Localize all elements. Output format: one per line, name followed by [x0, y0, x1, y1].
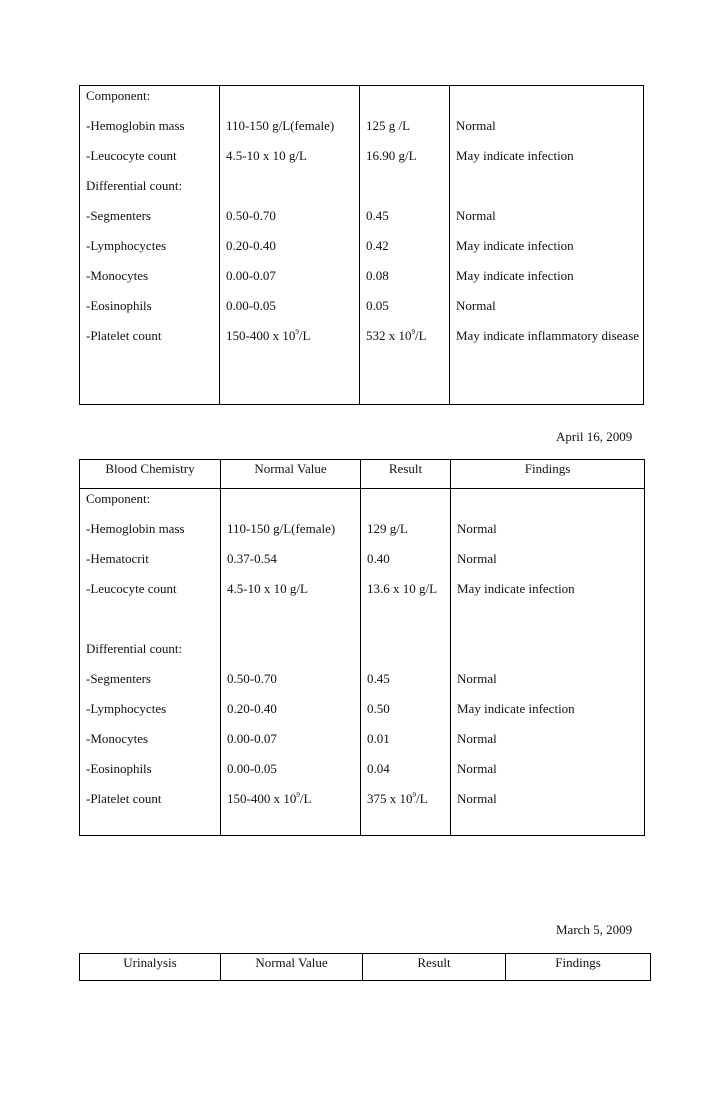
- column-header: Normal Value: [221, 954, 363, 981]
- column-header: Result: [363, 954, 506, 981]
- table-row: Component:: [80, 489, 645, 520]
- table-row: -Hematocrit 0.37-0.54 0.40 Normal: [80, 549, 645, 579]
- table-row: Differential count:: [80, 176, 644, 206]
- column-header: Urinalysis: [80, 954, 221, 981]
- table-row: -Leucocyte count 4.5-10 x 10 g/L 16.90 g/L May indicate infection: [80, 146, 644, 176]
- column-header: Findings: [506, 954, 651, 981]
- table-row: -Eosinophils 0.00-0.05 0.04 Normal: [80, 759, 645, 789]
- table-row: -Lymphocyctes 0.20-0.40 0.50 May indicate infection: [80, 699, 645, 729]
- table-row: -Eosinophils 0.00-0.05 0.05 Normal: [80, 296, 644, 326]
- table-row: -Segmenters 0.50-0.70 0.45 Normal: [80, 669, 645, 699]
- column-header: Findings: [451, 460, 645, 489]
- table-header-row: [80, 954, 651, 981]
- table-row: -Segmenters 0.50-0.70 0.45 Normal: [80, 206, 644, 236]
- table-row: -Platelet count 150-400 x $10^9/L$ 532 x $10^9/L$ May indicate inflammatory disease: [80, 326, 644, 405]
- report-date-2: March 5, 2009: [556, 922, 633, 937]
- table-row: -Platelet count 150-400 x $10^9/L$ 375 x $10^9/L$ Normal: [80, 789, 645, 836]
- table-row: -Hemoglobin mass 110-150 g/L(female) 129 g/L Normal: [80, 519, 645, 549]
- column-header: Result: [361, 460, 451, 489]
- table-row: Component:: [80, 86, 644, 117]
- table-row: -Lymphocyctes 0.20-0.40 0.42 May indicate infection: [80, 236, 644, 266]
- report-date-1: April 16, 2009: [556, 429, 633, 444]
- table-row: [80, 609, 645, 639]
- column-header: Normal Value: [221, 460, 361, 489]
- table-row: -Monocytes 0.00-0.07 0.08 May indicate infection: [80, 266, 644, 296]
- table-row: -Hemoglobin mass 110-150 g/L(female) 125 g /L Normal: [80, 116, 644, 146]
- table-row: -Monocytes 0.00-0.07 0.01 Normal: [80, 729, 645, 759]
- table-row: -Leucocyte count 4.5-10 x 10 g/L 13.6 x 10 g/L May indicate infection: [80, 579, 645, 609]
- column-header: Blood Chemistry: [80, 460, 221, 489]
- urinalysis-table: [79, 953, 651, 981]
- table-row: Differential count:: [80, 639, 645, 669]
- blood-chemistry-table: [79, 459, 645, 836]
- blood-count-table-1: [79, 85, 644, 405]
- table-header-row: [80, 460, 645, 489]
